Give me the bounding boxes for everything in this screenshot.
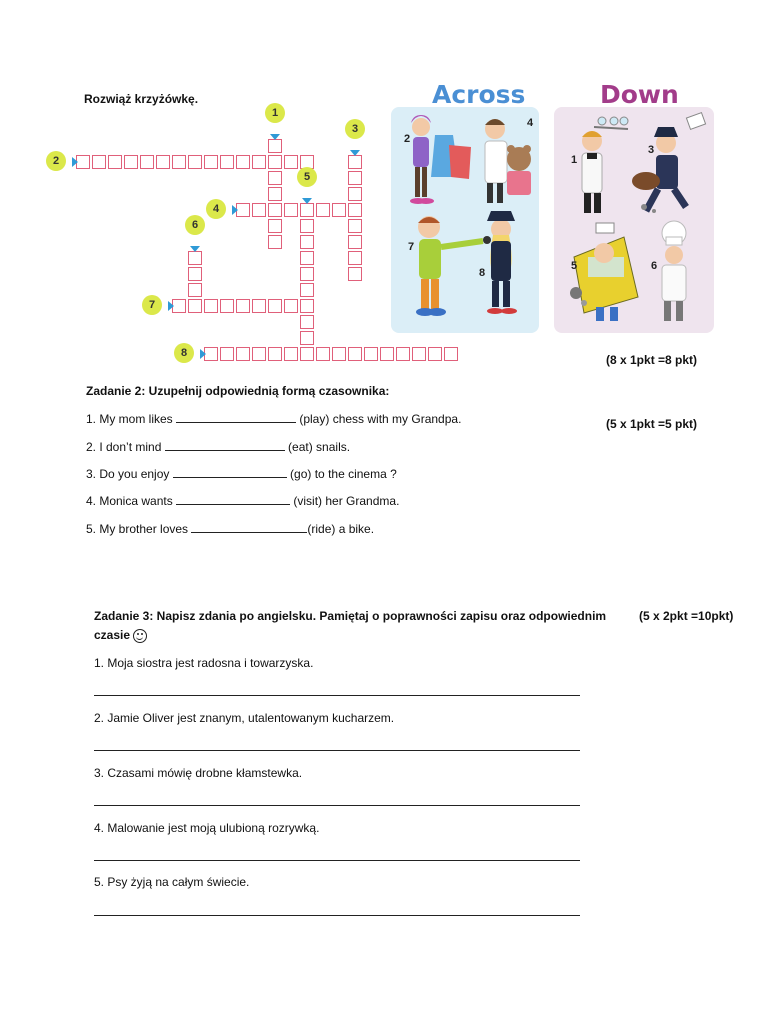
crossword-cell[interactable]	[188, 251, 202, 265]
chef-figure	[662, 221, 686, 321]
task2-item	[86, 467, 397, 481]
crossword-cell[interactable]	[364, 347, 378, 361]
crossword-cell[interactable]	[156, 155, 170, 169]
answer-line[interactable]	[94, 695, 580, 696]
arrow-right-icon	[232, 205, 238, 215]
clue-number-badge: 8	[174, 343, 194, 363]
crossword-cell[interactable]	[268, 171, 282, 185]
task2-item	[86, 494, 399, 508]
down-illustrations	[554, 107, 714, 333]
down-picture-panel	[554, 107, 714, 333]
crossword-cell[interactable]	[108, 155, 122, 169]
crossword-cell[interactable]	[332, 203, 346, 217]
crossword-cell[interactable]	[284, 155, 298, 169]
crossword-cell[interactable]	[284, 347, 298, 361]
crossword-cell[interactable]	[396, 347, 410, 361]
clue-number-badge: 6	[185, 215, 205, 235]
task3-item: 2. Jamie Oliver jest znanym, utalentowanym kucharzem.	[94, 711, 395, 725]
crossword-cell[interactable]	[300, 203, 314, 217]
answer-blank[interactable]	[165, 440, 285, 451]
smiley-icon	[133, 629, 147, 643]
crossword-points: (8 x 1pkt =8 pkt)	[606, 353, 698, 367]
across-picture-panel	[391, 107, 539, 333]
crossword-grid	[50, 107, 390, 370]
crossword-cell[interactable]	[92, 155, 106, 169]
crossword-cell[interactable]	[188, 299, 202, 313]
crossword-cell[interactable]	[300, 267, 314, 281]
clue-number-badge: 7	[142, 295, 162, 315]
clue-number-badge: 4	[206, 199, 226, 219]
crossword-cell[interactable]	[348, 171, 362, 185]
crossword-cell[interactable]	[268, 299, 282, 313]
crossword-cell[interactable]	[124, 155, 138, 169]
crossword-cell[interactable]	[444, 347, 458, 361]
task2-item	[86, 412, 461, 426]
item-prefix: 1. My mom likes	[86, 412, 177, 426]
crossword-cell[interactable]	[188, 155, 202, 169]
crossword-cell[interactable]	[348, 347, 362, 361]
answer-line[interactable]	[94, 915, 580, 916]
crossword-cell[interactable]	[204, 347, 218, 361]
across-illustrations	[391, 107, 539, 333]
crossword-cell[interactable]	[300, 315, 314, 329]
task3-item: 3. Czasami mówię drobne kłamstewka.	[94, 766, 303, 780]
answer-blank[interactable]	[173, 467, 287, 478]
arrow-down-icon	[302, 198, 312, 204]
clue-number-badge: 2	[46, 151, 66, 171]
down-title: Down	[600, 80, 679, 109]
crossword-cell[interactable]	[284, 203, 298, 217]
crossword-cell[interactable]	[236, 155, 250, 169]
crossword-cell[interactable]	[300, 235, 314, 249]
crossword-cell[interactable]	[220, 155, 234, 169]
down-pic-number: 5	[571, 260, 578, 272]
task3-heading: Zadanie 3: Napisz zdania po angielsku. Pamiętaj o poprawności zapisu oraz odpowiednim	[94, 609, 607, 623]
task3-points: (5 x 2pkt =10pkt)	[639, 609, 734, 623]
across-pic-number: 2	[404, 133, 411, 145]
crossword-cell[interactable]	[300, 331, 314, 345]
answer-blank[interactable]	[191, 522, 307, 533]
crossword-cell[interactable]	[268, 235, 282, 249]
down-pic-number: 6	[651, 260, 658, 272]
task2-points: (5 x 1pkt =5 pkt)	[606, 417, 698, 431]
taxi-driver-figure	[570, 223, 638, 321]
arrow-right-icon	[200, 349, 206, 359]
crossword-cell[interactable]	[268, 139, 282, 153]
clue-number-badge: 3	[345, 119, 365, 139]
crossword-cell[interactable]	[348, 235, 362, 249]
crossword-cell[interactable]	[172, 155, 186, 169]
item-suffix: (eat) snails.	[284, 440, 351, 454]
crossword-cell[interactable]	[300, 219, 314, 233]
crossword-cell[interactable]	[300, 299, 314, 313]
crossword-cell[interactable]	[252, 347, 266, 361]
crossword-cell[interactable]	[348, 267, 362, 281]
crossword-cell[interactable]	[220, 299, 234, 313]
crossword-cell[interactable]	[316, 203, 330, 217]
item-prefix: 5. My brother loves	[86, 522, 192, 536]
crossword-cell[interactable]	[348, 187, 362, 201]
crossword-cell[interactable]	[252, 299, 266, 313]
postman-figure	[632, 113, 706, 213]
item-prefix: 4. Monica wants	[86, 494, 177, 508]
crossword-cell[interactable]	[412, 347, 426, 361]
clue-number-badge: 1	[265, 103, 285, 123]
task3-heading-word: czasie	[94, 628, 131, 642]
task2-heading: Zadanie 2: Uzupełnij odpowiednią formą czasownika:	[86, 384, 390, 398]
answer-line[interactable]	[94, 805, 580, 806]
item-suffix: (go) to the cinema ?	[286, 467, 397, 481]
crossword-cell[interactable]	[188, 283, 202, 297]
crossword-cell[interactable]	[76, 155, 90, 169]
answer-blank[interactable]	[176, 494, 290, 505]
across-pic-number: 4	[527, 117, 534, 129]
arrow-down-icon	[270, 134, 280, 140]
task3-heading-line2	[94, 628, 147, 643]
crossword-cell[interactable]	[140, 155, 154, 169]
task3-item: 4. Malowanie jest moją ulubioną rozrywką.	[94, 821, 320, 835]
down-pic-number: 1	[571, 154, 578, 166]
down-pic-number: 3	[648, 144, 655, 156]
crossword-cell[interactable]	[268, 155, 282, 169]
answer-line[interactable]	[94, 860, 580, 861]
crossword-cell[interactable]	[236, 347, 250, 361]
arrow-down-icon	[190, 246, 200, 252]
crossword-cell[interactable]	[268, 347, 282, 361]
shop-assistant-figure	[410, 115, 471, 204]
task3-item: 1. Moja siostra jest radosna i towarzyska.	[94, 656, 314, 670]
crossword-cell[interactable]	[252, 155, 266, 169]
item-suffix: (ride) a bike.	[307, 522, 375, 536]
crossword-cell[interactable]	[348, 155, 362, 169]
crossword-title: Rozwiąż krzyżówkę.	[84, 92, 199, 106]
answer-line[interactable]	[94, 750, 580, 751]
crossword-cell[interactable]	[252, 203, 266, 217]
answer-blank[interactable]	[176, 412, 296, 423]
arrow-down-icon	[350, 150, 360, 156]
across-pic-number: 7	[408, 241, 415, 253]
item-prefix: 3. Do you enjoy	[86, 467, 173, 481]
crossword-cell[interactable]	[268, 203, 282, 217]
crossword-cell[interactable]	[172, 299, 186, 313]
task2-item	[86, 522, 374, 536]
task3-item: 5. Psy żyją na całym świecie.	[94, 875, 250, 889]
item-prefix: 2. I don’t mind	[86, 440, 165, 454]
crossword-cell[interactable]	[348, 219, 362, 233]
vet-figure	[485, 117, 534, 203]
item-suffix: (visit) her Grandma.	[290, 494, 400, 508]
crossword-cell[interactable]	[188, 267, 202, 281]
crossword-cell[interactable]	[220, 347, 234, 361]
crossword-cell[interactable]	[236, 299, 250, 313]
arrow-right-icon	[72, 157, 78, 167]
crossword-cell[interactable]	[348, 251, 362, 265]
police-figure	[487, 211, 517, 314]
crossword-cell[interactable]	[204, 299, 218, 313]
crossword-cell[interactable]	[268, 187, 282, 201]
waiter-figure	[582, 117, 628, 213]
crossword-cell[interactable]	[300, 251, 314, 265]
crossword-cell[interactable]	[204, 155, 218, 169]
crossword-cell[interactable]	[316, 347, 330, 361]
across-pic-number: 8	[479, 267, 486, 279]
crossword-cell[interactable]	[236, 203, 250, 217]
clue-number-badge: 5	[297, 167, 317, 187]
crossword-cell[interactable]	[300, 347, 314, 361]
crossword-cell[interactable]	[284, 299, 298, 313]
crossword-cell[interactable]	[332, 347, 346, 361]
item-suffix: (play) chess with my Grandpa.	[296, 412, 462, 426]
reporter-figure	[416, 216, 491, 316]
arrow-right-icon	[168, 301, 174, 311]
crossword-cell[interactable]	[380, 347, 394, 361]
task2-item	[86, 440, 350, 454]
crossword-cell[interactable]	[268, 219, 282, 233]
crossword-cell[interactable]	[348, 203, 362, 217]
crossword-cell[interactable]	[300, 283, 314, 297]
across-title: Across	[432, 80, 526, 109]
crossword-cell[interactable]	[428, 347, 442, 361]
